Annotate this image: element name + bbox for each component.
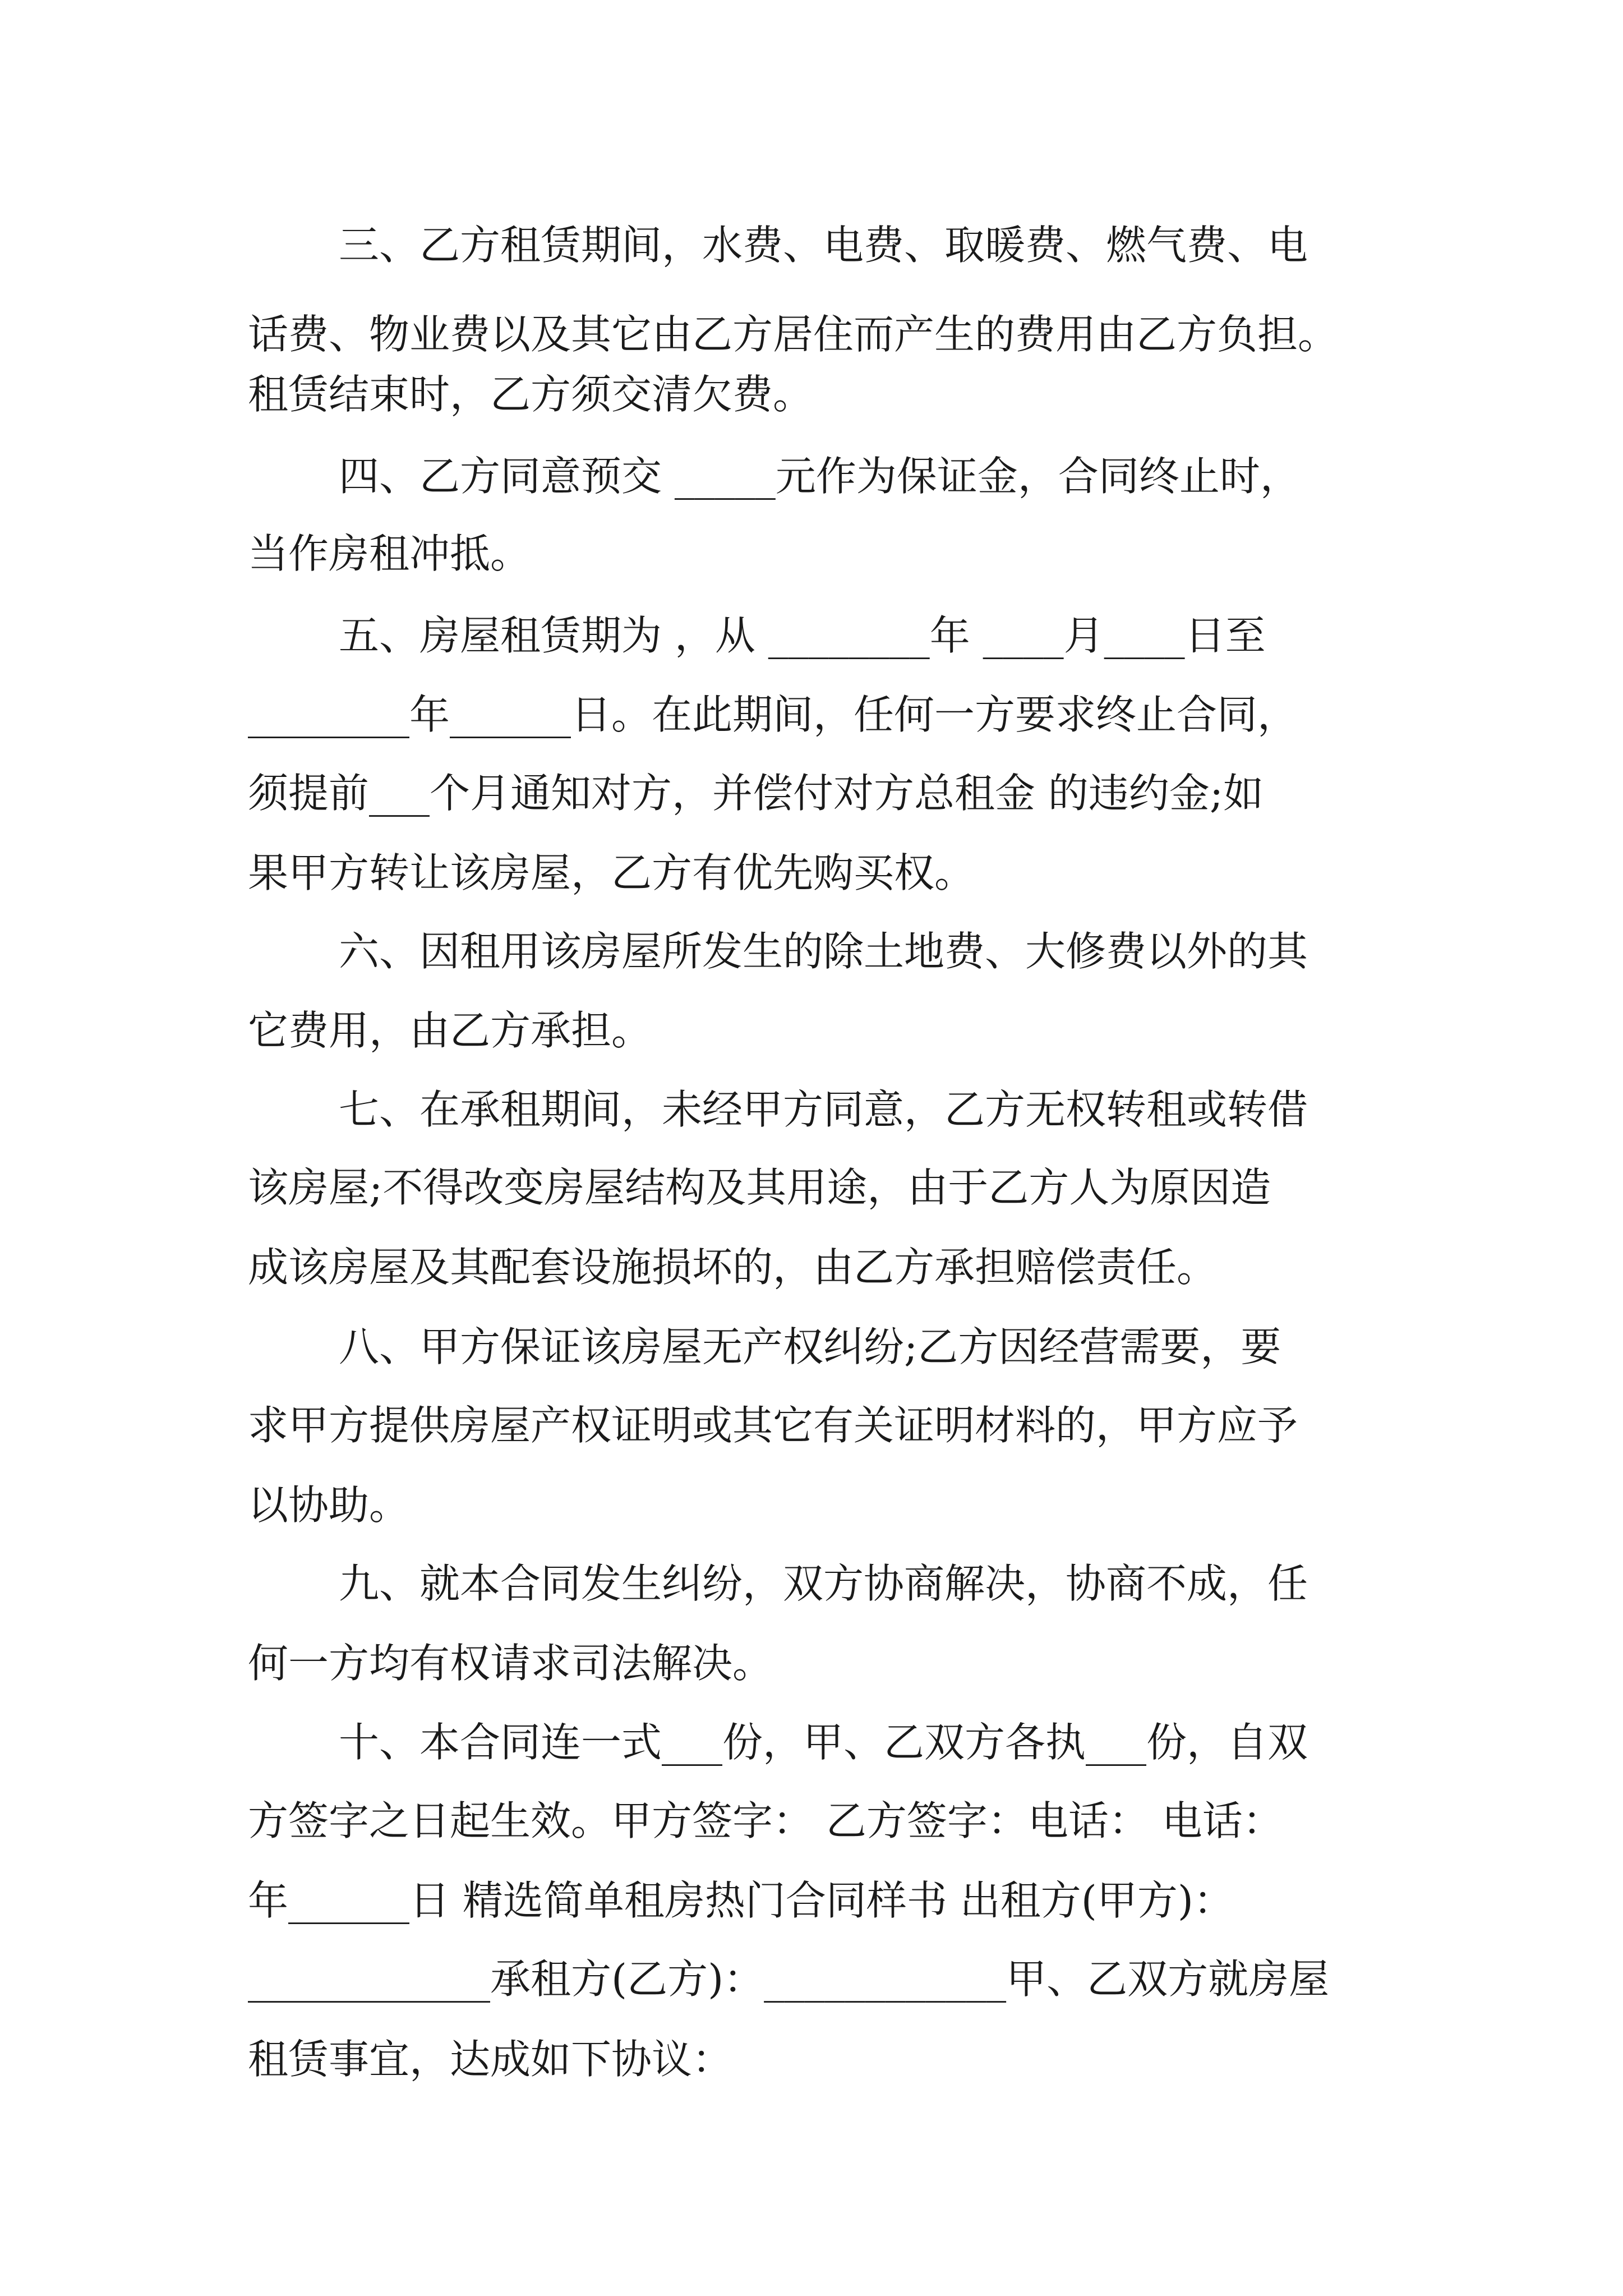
clause-5-line-4: 果甲方转让该房屋，乙方有优先购买权。: [248, 849, 975, 896]
clause-8-line-2: 求甲方提供房屋产权证明或其它有关证明材料的，甲方应予: [248, 1402, 1298, 1449]
clause-3-line-1: 三、乙方租赁期间，水费、电费、取暖费、燃气费、电: [339, 222, 1308, 269]
clause-4-line-1: 四、乙方同意预交 _____元作为保证金，合同终止时，: [339, 453, 1301, 500]
clause-10-line-4: ____________承租方(乙方)：____________甲、乙双方就房屋: [248, 1955, 1330, 2003]
clause-5-line-3: 须提前___个月通知对方，并偿付对方总租金 的违约金;如: [248, 770, 1264, 817]
clause-3-line-3: 租赁结束时，乙方须交清欠费。: [248, 371, 814, 418]
clause-10-line-2: 方签字之日起生效。甲方签字： 乙方签字：电话： 电话：: [248, 1797, 1283, 1844]
clause-10-line-1: 十、本合同连一式___份，甲、乙双方各执___份，自双: [339, 1719, 1308, 1766]
clause-8-line-3: 以协助。: [248, 1481, 410, 1529]
clause-8-line-1: 八、甲方保证该房屋无产权纠纷;乙方因经营需要，要: [339, 1323, 1281, 1370]
clause-7-line-1: 七、在承租期间，未经甲方同意，乙方无权转租或转借: [339, 1086, 1308, 1133]
clause-9-line-1: 九、就本合同发生纠纷，双方协商解决，协商不成，任: [339, 1560, 1308, 1607]
clause-7-line-2: 该房屋;不得改变房屋结构及其用途，由于乙方人为原因造: [248, 1164, 1271, 1211]
clause-5-line-1: 五、房屋租赁期为 ，从 ________年 ____月____日至: [339, 612, 1266, 659]
clause-3-line-2: 话费、物业费以及其它由乙方居住而产生的费用由乙方负担。: [248, 311, 1339, 358]
clause-6-line-2: 它费用，由乙方承担。: [248, 1007, 652, 1054]
clause-7-line-3: 成该房屋及其配套设施损坏的，由乙方承担赔偿责任。: [248, 1244, 1218, 1291]
clause-6-line-1: 六、因租用该房屋所发生的除土地费、大修费以外的其: [339, 928, 1308, 975]
clause-10-line-3: 年______日 精选简单租房热门合同样书 出租方(甲方)：: [248, 1877, 1234, 1924]
clause-4-line-2: 当作房租冲抵。: [248, 530, 531, 577]
clause-9-line-2: 何一方均有权请求司法解决。: [248, 1640, 773, 1687]
clause-5-line-2: ________年______日。在此期间，任何一方要求终止合同，: [248, 691, 1298, 738]
clause-10-line-5: 租赁事宜，达成如下协议：: [248, 2036, 733, 2083]
